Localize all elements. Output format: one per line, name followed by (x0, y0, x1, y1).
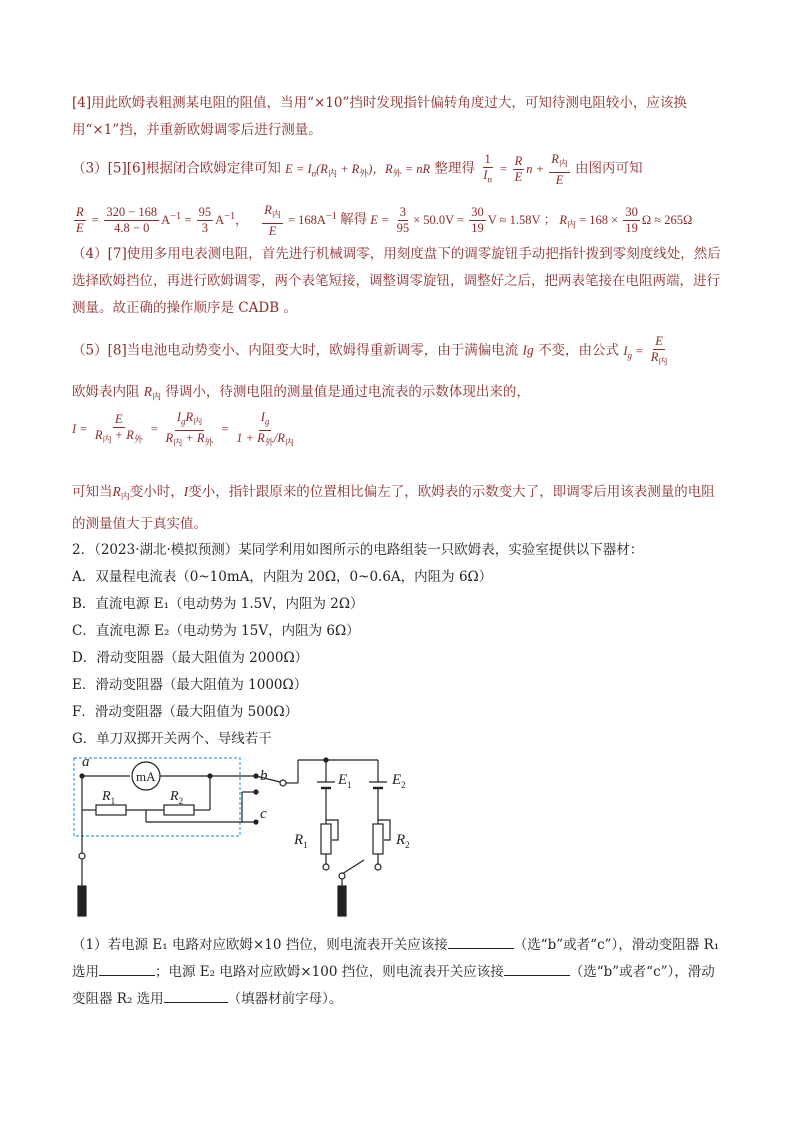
option-b: B．直流电源 E₁（电动势为 1.5V，内阻为 2Ω） (72, 596, 364, 612)
sol5-text-d: 得调小，待测电阻的测量值是通过电流表的示数体现出来的， (165, 384, 530, 400)
sol3-equation-2: $\frac{1}{I_n}$ = $\frac{R}{E}$ n + $\frac{R_内}{E}$ (483, 152, 568, 187)
rheostat-r2-subscript: 2 (405, 840, 410, 850)
ammeter-dashed-box (74, 758, 240, 836)
q2-1-text-c: 选用 (72, 964, 99, 980)
q2-1-text-f: 变阻器 R₂ 选用 (72, 991, 164, 1007)
r2-subscript: 2 (178, 796, 184, 806)
rheostat-r1 (321, 824, 331, 854)
q2-1-text-e: （选“b”或者“c”），滑动 (569, 964, 715, 980)
e2-subscript: 2 (401, 780, 406, 790)
question-2-1-line2 (72, 960, 715, 980)
svg-text:R2 (169, 789, 183, 806)
probe-left (78, 886, 86, 916)
circuit-diagram (66, 752, 426, 924)
rheostat-r1-subscript: 1 (303, 840, 308, 850)
solution-part-3-line1 (72, 152, 643, 188)
sol5-text-c: 欧姆表内阻 (72, 384, 140, 400)
svg-text:E2 (391, 772, 406, 790)
solution-part-4b: （4）[7]使用多用电表测电阻，首先进行机械调零，用刻度盘下的调零旋钮手动把指针拨到零刻度线处，然后选择欧姆挡位，再进行欧姆调零，两个表笔短接，调整调零旋钮，调整好之后，把两表笔接在电阻两端，进行测量。故正确的操作顺序是 CADB 。 (72, 246, 721, 316)
question-2-1-line1 (72, 933, 719, 953)
q2-1-text-d: ；电源 E₂ 电路对应欧姆×100 挡位，则电流表开关应该接 (155, 964, 504, 980)
sol5-text-b: 不变，由公式 (538, 342, 620, 359)
solution-part-5-conclusion: 可知当$R_内$变小时，I变小，指针跟原来的位置相比偏左了，欧姆表的示数变大了，即调零后用该表测量的电阻的测量值大于真实值。 (72, 484, 715, 532)
q2-1-text-g: （填器材前字母）。 (227, 991, 343, 1007)
sol5-text-e2: 变小时， (129, 484, 184, 500)
r1-label: R (102, 789, 111, 804)
sol3-equation-1: $E = I_n(R_内 + R_外)$，$R_外$ = nR (285, 161, 431, 179)
rheostat-r2 (373, 824, 383, 854)
resistor-r2 (164, 805, 194, 815)
svg-text:R1 (101, 789, 115, 806)
solution-part-3-line2: $\frac{R}{E}$ = $\frac{320 - 168}{4.8 - 0}$ $A^{-1}$ = $\frac{95}{3}$ $A^{-1}$， $\frac{R_内}{E}$ = $168A^{-1}$ 解得 E = $\frac{3}{95}$ × 50.0V = $\frac{30}{19}$ V ≈ 1.58V ； $R_内 = 168$ × $\frac{30}{19}$ Ω ≈ 265Ω (72, 203, 692, 239)
sol3-solve: 解得 (340, 211, 368, 228)
answer-blank-3[interactable] (504, 963, 570, 976)
solution-part-4: [4]用此欧姆表粗测某电阻的阻值，当用“×10”挡时发现指针偏转角度过大，可知待测电阻较小，应该换用“×1”挡，并重新欧姆调零后进行测量。 (72, 95, 687, 138)
r1-subscript: 1 (110, 796, 116, 806)
sol5-formula: $I_g$ = $\frac{E}{R_内}$ (623, 334, 668, 367)
sol3-prefix: （3）[5][6]根据闭合欧姆定律可知 (72, 160, 281, 177)
sol5-text-e3: 变小，指针跟原来的位置相比偏左了，欧姆表的示数变大了，即调零后用该表测量的电阻的测量值大于真实值。 (72, 484, 715, 532)
answer-blank-1[interactable] (448, 936, 514, 949)
terminal-c-label: c (260, 806, 267, 822)
option-f: F．滑动变阻器（最大阻值为 500Ω） (72, 704, 299, 720)
sol5-equation: I = $\frac{E}{R_内 + R_外}$ = $\frac{I_gR_内}{R_内 + R_外}$ = $\frac{I_g}{1 + R_外/R_内}$ (72, 410, 294, 447)
sol3-calc-1: $\frac{R}{E}$ = $\frac{320 - 168}{4.8 - 0}$ $A^{-1}$ = $\frac{95}{3}$ $A^{-1}$， (76, 205, 248, 236)
terminal-a-label: a (82, 754, 90, 770)
e1-label: E (338, 772, 348, 788)
svg-text:R1 (293, 832, 308, 850)
rheostat-r2-label: R (396, 832, 406, 848)
rheostat-r1-label: R (294, 832, 304, 848)
option-g: G．单刀双掷开关两个、导线若干 (72, 731, 272, 747)
option-c: C．直流电源 E₂（电动势为 15V，内阻为 6Ω） (72, 623, 360, 639)
e1-subscript: 1 (347, 780, 352, 790)
question-2-1-line3 (72, 987, 342, 1007)
solution-part-5-line2: 欧姆表内阻 $R_内$ 得调小，待测电阻的测量值是通过电流表的示数体现出来的， (72, 384, 530, 402)
sol5-text-e1: 可知当 (72, 484, 113, 500)
answer-blank-4[interactable] (164, 990, 228, 1003)
svg-text:E1 (337, 772, 352, 790)
e2-label: E (392, 772, 402, 788)
sol5-text-a: （5）[8]当电池电动势变小、内阻变大时，欧姆得重新调零，由于满偏电流 (72, 342, 519, 359)
option-e: E．滑动变阻器（最大阻值为 1000Ω） (72, 677, 308, 693)
sol3-calc-4: $R_内 = 168$ × $\frac{30}{19}$ Ω ≈ 265Ω (559, 205, 693, 236)
answer-blank-2[interactable] (99, 963, 155, 976)
terminal-b-label: b (260, 768, 268, 784)
q2-1-text-a: （1）若电源 E₁ 电路对应欧姆×10 挡位，则电流表开关应该接 (72, 937, 448, 953)
r2-label: R (170, 789, 179, 804)
sol3-mid: 整理得 (434, 160, 475, 177)
sol3-calc-3: E = $\frac{3}{95}$ × 50.0V = $\frac{30}{19}$ V ≈ 1.58V (370, 205, 541, 236)
svg-text:R2 (395, 832, 410, 850)
sol3-end: 由图丙可知 (575, 160, 643, 177)
sol5-ig: Ig (522, 342, 534, 358)
option-d: D．滑动变阻器（最大阻值为 2000Ω） (72, 650, 309, 666)
sol3-calc-2: $\frac{R_内}{E}$ = $168A^{-1}$ (264, 203, 337, 238)
question-2-stem: 2．（2023·湖北·模拟预测）某同学利用如图所示的电路组装一只欧姆表，实验室提供以下器材： (72, 542, 644, 558)
probe-right (338, 886, 346, 916)
solution-part-5-line1 (72, 334, 671, 370)
option-a: A．双量程电流表（0~10mA，内阻为 20Ω，0~0.6A，内阻为 6Ω） (72, 569, 493, 585)
ma-label: mA (136, 769, 156, 784)
resistor-r1 (96, 805, 126, 815)
q2-1-text-b: （选“b”或者“c”），滑动变阻器 R₁ (513, 937, 720, 953)
